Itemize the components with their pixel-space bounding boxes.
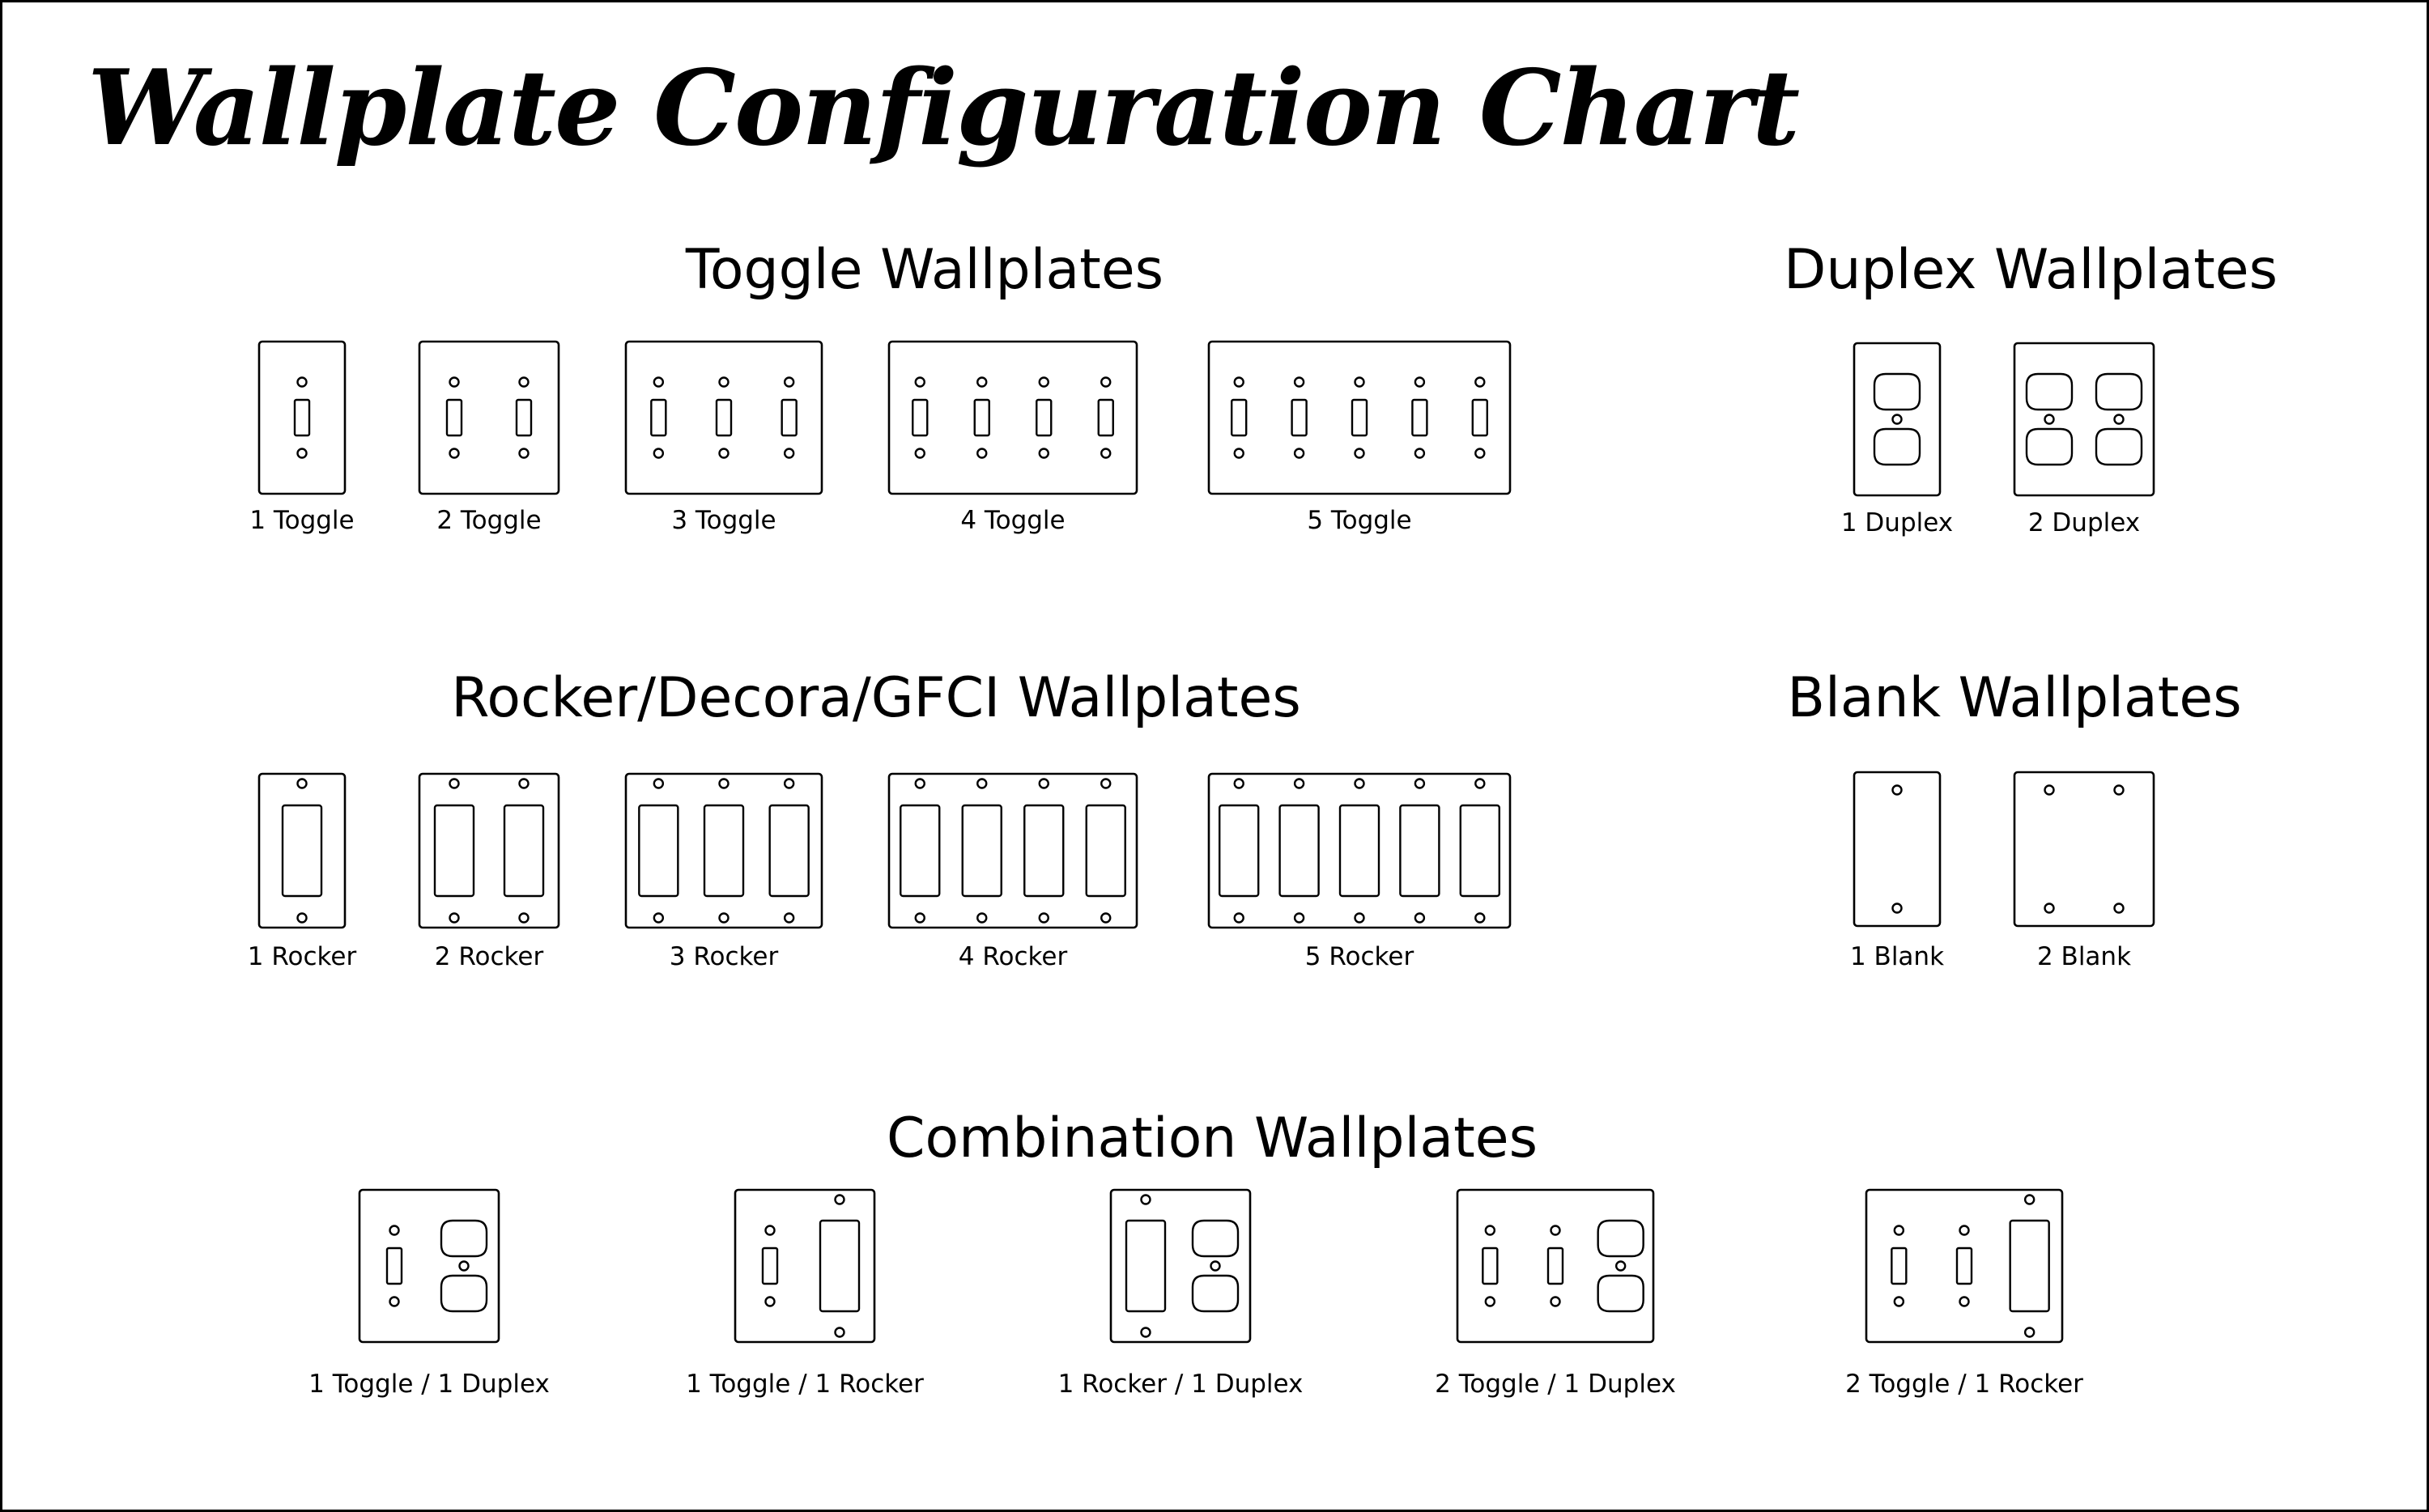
- screw-hole: [1211, 1262, 1220, 1271]
- section-heading-blank: Blank Wallplates: [1787, 666, 2242, 730]
- rocker-opening: [770, 805, 809, 896]
- toggle-switch-opening: [1099, 400, 1113, 435]
- screw-hole: [785, 449, 793, 458]
- toggle-switch-opening: [517, 400, 531, 435]
- wallplate: [626, 774, 822, 971]
- screw-hole: [720, 914, 729, 923]
- outlet-opening: [441, 1221, 487, 1256]
- plate-label: 1 Toggle / 1 Duplex: [308, 1370, 550, 1399]
- rocker-opening: [820, 1221, 859, 1311]
- plate-label: 5 Rocker: [1304, 942, 1414, 971]
- section-heading-combination: Combination Wallplates: [886, 1106, 1538, 1170]
- screw-hole: [977, 914, 986, 923]
- toggle-switch-opening: [651, 400, 666, 435]
- screw-hole: [977, 449, 986, 458]
- plate-outline: [2014, 343, 2154, 495]
- screw-hole: [1893, 786, 1902, 795]
- screw-hole: [1415, 378, 1424, 387]
- plate-outline: [419, 342, 559, 494]
- screw-hole: [1101, 914, 1110, 923]
- wallplate: [1058, 1190, 1304, 1399]
- wallplate: [1435, 1190, 1676, 1399]
- rocker-opening: [504, 805, 543, 896]
- screw-hole: [654, 449, 663, 458]
- rocker-opening: [1400, 805, 1439, 896]
- screw-hole: [1616, 1262, 1625, 1271]
- screw-hole: [916, 449, 925, 458]
- outlet-opening: [441, 1276, 487, 1311]
- screw-hole: [450, 449, 459, 458]
- screw-hole: [977, 779, 986, 788]
- screw-hole: [1893, 904, 1902, 913]
- screw-hole: [1040, 378, 1049, 387]
- screw-hole: [2045, 415, 2054, 424]
- plate-label: 2 Toggle: [436, 506, 542, 535]
- screw-hole: [1355, 779, 1364, 788]
- screw-hole: [766, 1298, 775, 1306]
- screw-hole: [720, 378, 729, 387]
- wallplate: [889, 342, 1137, 535]
- screw-hole: [1355, 378, 1364, 387]
- screw-hole: [2025, 1328, 2034, 1337]
- toggle-switch-opening: [1292, 400, 1307, 435]
- wallplate: [1209, 342, 1510, 535]
- screw-hole: [2115, 904, 2124, 913]
- rocker-opening: [1126, 1221, 1165, 1311]
- wallplate: [308, 1190, 550, 1399]
- screw-hole: [916, 378, 925, 387]
- plate-label: 3 Rocker: [669, 942, 779, 971]
- screw-hole: [1551, 1298, 1560, 1306]
- screw-hole: [2115, 786, 2124, 795]
- plate-label: 4 Rocker: [958, 942, 1068, 971]
- screw-hole: [1475, 449, 1484, 458]
- screw-hole: [1101, 449, 1110, 458]
- outlet-opening: [2027, 374, 2072, 410]
- screw-hole: [977, 378, 986, 387]
- screw-hole: [916, 914, 925, 923]
- wallplate: [1850, 772, 1944, 971]
- outlet-opening: [1193, 1221, 1238, 1256]
- toggle-switch-opening: [782, 400, 797, 435]
- outlet-opening: [2027, 429, 2072, 465]
- screw-hole: [785, 378, 793, 387]
- plate-label: 2 Rocker: [434, 942, 544, 971]
- outlet-opening: [1874, 429, 1920, 465]
- screw-hole: [1475, 779, 1484, 788]
- screw-hole: [1415, 449, 1424, 458]
- rocker-opening: [704, 805, 743, 896]
- rocker-opening: [1219, 805, 1258, 896]
- screw-hole: [836, 1196, 844, 1204]
- screw-hole: [1355, 914, 1364, 923]
- plate-label: 2 Duplex: [2027, 508, 2141, 537]
- screw-hole: [1235, 378, 1244, 387]
- rocker-opening: [2010, 1221, 2049, 1311]
- screw-hole: [1040, 914, 1049, 923]
- screw-hole: [1295, 449, 1304, 458]
- rocker-opening: [283, 805, 321, 896]
- toggle-switch-opening: [1957, 1248, 1972, 1284]
- rocker-opening: [900, 805, 939, 896]
- toggle-switch-opening: [975, 400, 989, 435]
- toggle-switch-opening: [763, 1248, 777, 1284]
- screw-hole: [654, 914, 663, 923]
- rocker-opening: [639, 805, 678, 896]
- toggle-switch-opening: [1482, 1248, 1497, 1284]
- toggle-switch-opening: [387, 1248, 402, 1284]
- screw-hole: [1295, 378, 1304, 387]
- outlet-opening: [2096, 374, 2142, 410]
- plate-label: 1 Duplex: [1840, 508, 1954, 537]
- plate-label: 1 Toggle: [249, 506, 355, 535]
- screw-hole: [720, 779, 729, 788]
- page-title: Wallplate Configuration Chart: [87, 48, 1799, 169]
- outlet-opening: [2096, 429, 2142, 465]
- screw-hole: [654, 779, 663, 788]
- toggle-switch-opening: [1036, 400, 1051, 435]
- screw-hole: [1475, 378, 1484, 387]
- screw-hole: [1895, 1298, 1904, 1306]
- toggle-switch-opening: [1352, 400, 1367, 435]
- section-heading-rocker: Rocker/Decora/GFCI Wallplates: [451, 666, 1301, 730]
- screw-hole: [450, 914, 459, 923]
- screw-hole: [390, 1298, 399, 1306]
- screw-hole: [2045, 904, 2054, 913]
- screw-hole: [1895, 1226, 1904, 1235]
- toggle-switch-opening: [1891, 1248, 1906, 1284]
- screw-hole: [1486, 1226, 1495, 1235]
- screw-hole: [720, 449, 729, 458]
- wallplate: [1841, 343, 1953, 537]
- wallplate: [626, 342, 822, 535]
- section-heading-duplex: Duplex Wallplates: [1783, 238, 2278, 302]
- screw-hole: [450, 779, 459, 788]
- toggle-switch-opening: [717, 400, 731, 435]
- toggle-switch-opening: [1232, 400, 1246, 435]
- plate-label: 1 Rocker: [247, 942, 357, 971]
- screw-hole: [2115, 415, 2124, 424]
- screw-hole: [1551, 1226, 1560, 1235]
- outlet-opening: [1598, 1221, 1644, 1256]
- screw-hole: [1893, 415, 1902, 424]
- screw-hole: [298, 779, 307, 788]
- rocker-opening: [1024, 805, 1063, 896]
- section-heading-toggle: Toggle Wallplates: [685, 238, 1164, 302]
- screw-hole: [298, 449, 307, 458]
- wallplate: [419, 342, 559, 535]
- toggle-switch-opening: [447, 400, 462, 435]
- screw-hole: [1355, 449, 1364, 458]
- toggle-switch-opening: [912, 400, 927, 435]
- plate-label: 1 Blank: [1849, 942, 1945, 971]
- screw-hole: [1101, 378, 1110, 387]
- wallplate: [248, 774, 357, 971]
- rocker-opening: [435, 805, 474, 896]
- screw-hole: [785, 779, 793, 788]
- outlet-opening: [1193, 1276, 1238, 1311]
- plate-label: 5 Toggle: [1307, 506, 1412, 535]
- wallplate: [419, 774, 559, 971]
- screw-hole: [450, 378, 459, 387]
- screw-hole: [2045, 786, 2054, 795]
- rocker-opening: [1087, 805, 1125, 896]
- rocker-opening: [1461, 805, 1500, 896]
- plate-outline: [359, 1190, 499, 1342]
- screw-hole: [1475, 914, 1484, 923]
- rocker-opening: [1340, 805, 1379, 896]
- wallplate: [2014, 343, 2154, 537]
- screw-hole: [298, 914, 307, 923]
- screw-hole: [1295, 914, 1304, 923]
- wallplate: [686, 1190, 924, 1399]
- plate-label: 3 Toggle: [671, 506, 776, 535]
- outlet-opening: [1874, 374, 1920, 410]
- plate-label: 2 Toggle / 1 Rocker: [1845, 1370, 2083, 1399]
- screw-hole: [1235, 914, 1244, 923]
- screw-hole: [298, 378, 307, 387]
- screw-hole: [916, 779, 925, 788]
- screw-hole: [520, 378, 529, 387]
- screw-hole: [1142, 1328, 1151, 1337]
- plate-label: 1 Toggle / 1 Rocker: [686, 1370, 924, 1399]
- toggle-switch-opening: [1548, 1248, 1563, 1284]
- plates-layer: [248, 342, 2154, 1399]
- wallplate: [2014, 772, 2154, 971]
- wallplate: [1845, 1190, 2083, 1399]
- wallplate: [1209, 774, 1510, 971]
- plate-label: 4 Toggle: [960, 506, 1066, 535]
- screw-hole: [1415, 779, 1424, 788]
- screw-hole: [1960, 1298, 1969, 1306]
- screw-hole: [1415, 914, 1424, 923]
- screw-hole: [1486, 1298, 1495, 1306]
- rocker-opening: [963, 805, 1002, 896]
- screw-hole: [1101, 779, 1110, 788]
- rocker-opening: [1280, 805, 1319, 896]
- screw-hole: [2025, 1196, 2034, 1204]
- screw-hole: [766, 1226, 775, 1235]
- screw-hole: [390, 1226, 399, 1235]
- screw-hole: [1040, 779, 1049, 788]
- screw-hole: [836, 1328, 844, 1337]
- screw-hole: [785, 914, 793, 923]
- plate-label: 1 Rocker / 1 Duplex: [1057, 1370, 1304, 1399]
- screw-hole: [654, 378, 663, 387]
- plate-label: 2 Blank: [2036, 942, 2132, 971]
- screw-hole: [520, 779, 529, 788]
- toggle-switch-opening: [1412, 400, 1427, 435]
- screw-hole: [1960, 1226, 1969, 1235]
- screw-hole: [520, 449, 529, 458]
- wallplate: [889, 774, 1137, 971]
- screw-hole: [1235, 449, 1244, 458]
- screw-hole: [1040, 449, 1049, 458]
- plate-outline: [2014, 772, 2154, 926]
- screw-hole: [520, 914, 529, 923]
- screw-hole: [460, 1262, 469, 1271]
- plate-label: 2 Toggle / 1 Duplex: [1435, 1370, 1676, 1399]
- toggle-switch-opening: [295, 400, 309, 435]
- screw-hole: [1142, 1196, 1151, 1204]
- screw-hole: [1235, 779, 1244, 788]
- screw-hole: [1295, 779, 1304, 788]
- toggle-switch-opening: [1473, 400, 1487, 435]
- outlet-opening: [1598, 1276, 1644, 1311]
- wallplate: [249, 342, 354, 535]
